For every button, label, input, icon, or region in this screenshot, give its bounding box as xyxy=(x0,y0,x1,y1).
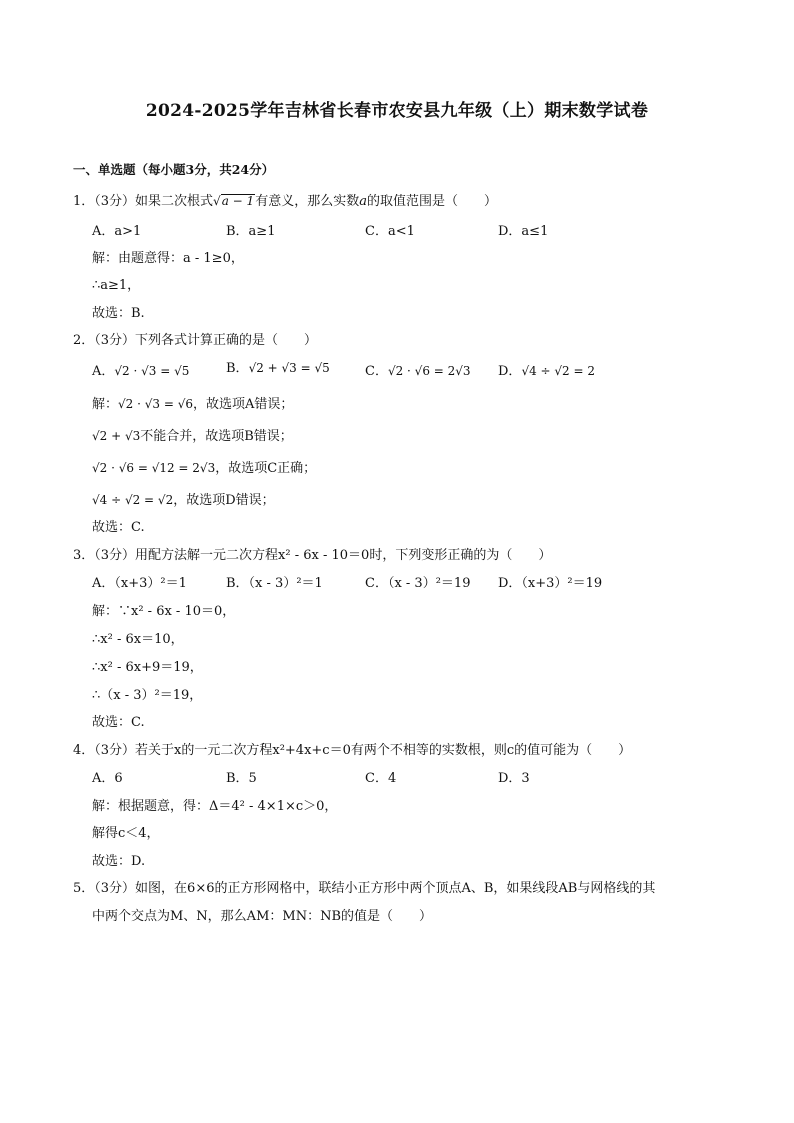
q2-option-c-label: C． xyxy=(365,364,388,379)
q1-option-c: C．a<1 xyxy=(365,224,415,239)
q4-option-b: B．5 xyxy=(226,771,257,786)
question-5-stem-line-2: 中两个交点为M、N，那么AM：MN：NB的值是（ ） xyxy=(92,909,432,924)
q3-solution-4: ∴（x - 3）²＝19， xyxy=(92,688,203,703)
q1-stem-c: 的取值范围是（ ） xyxy=(366,194,497,209)
q2-sol3-expr: √2 · √6 = √12 = 2√3 xyxy=(92,461,216,475)
q2-option-b-label: B． xyxy=(226,361,249,376)
q2-sol1-text: ，故选项A错误； xyxy=(193,397,294,412)
q4-solution-1: 解：根据题意，得：Δ＝4² - 4×1×c＞0， xyxy=(92,799,338,814)
q1-answer: 故选：B. xyxy=(92,306,145,321)
q4-solution-2: 解得c＜4， xyxy=(92,826,160,841)
q2-option-d-expr: √4 ÷ √2 = 2 xyxy=(521,364,596,378)
question-2-stem: 2．（3分）下列各式计算正确的是（ ） xyxy=(73,333,318,348)
q1-var: a xyxy=(359,194,367,209)
q4-option-c: C．4 xyxy=(365,771,397,786)
q3-solution-1: 解：∵x² - 6x - 10＝0， xyxy=(92,604,236,619)
page-title: 2024-2025学年吉林省长春市农安县九年级（上）期末数学试卷 xyxy=(145,101,649,121)
q2-solution-3 xyxy=(92,457,316,476)
q1-solution-2: ∴a≥1， xyxy=(92,278,141,293)
q2-option-c xyxy=(365,360,471,379)
q4-option-a: A．6 xyxy=(92,771,123,786)
q2-option-b-expr: √2 + √3 = √5 xyxy=(248,361,330,375)
q3-option-b: B．（x - 3）²＝1 xyxy=(226,576,323,591)
q2-option-b xyxy=(226,357,330,376)
q3-option-d: D．（x+3）²＝19 xyxy=(498,576,603,591)
q2-solution-4 xyxy=(92,489,275,508)
q1-radicand: a − 1 xyxy=(221,194,255,208)
question-4-stem: 4．（3分）若关于x的一元二次方程x²+4x+c＝0有两个不相等的实数根，则c的值可能为（ ） xyxy=(73,743,632,758)
question-3-stem: 3．（3分）用配方法解一元二次方程x² - 6x - 10＝0时，下列变形正确的为（ ） xyxy=(73,548,552,563)
q2-solution-2 xyxy=(92,425,293,444)
q1-radical: √a − 1 xyxy=(213,194,255,208)
q3-option-c: C．（x - 3）²＝19 xyxy=(365,576,471,591)
q2-option-d-label: D． xyxy=(498,364,522,379)
q1-stem-a: 1．（3分）如果二次根式 xyxy=(73,194,214,209)
q2-sol4-text: ，故选项D错误； xyxy=(173,493,275,508)
q4-option-d: D．3 xyxy=(498,771,530,786)
q3-answer: 故选：C. xyxy=(92,715,145,730)
q2-sol2-text: 不能合并，故选项B错误； xyxy=(140,429,293,444)
q2-option-a-label: A． xyxy=(92,364,115,379)
q1-option-d: D．a≤1 xyxy=(498,224,549,239)
q2-option-c-expr: √2 · √6 = 2√3 xyxy=(387,364,471,378)
q1-solution-1: 解：由题意得：a - 1≥0， xyxy=(92,251,244,266)
q1-stem-b: 有意义，那么实数 xyxy=(255,194,360,209)
q3-option-a: A．（x+3）²＝1 xyxy=(92,576,187,591)
q2-option-d xyxy=(498,360,595,379)
question-5-stem-line-1: 5．（3分）如图，在6×6的正方形网格中，联结小正方形中两个顶点A、B，如果线段AB与网格线的其 xyxy=(73,881,656,896)
q3-solution-3: ∴x² - 6x+9＝19， xyxy=(92,660,203,675)
q2-sol2-expr: √2 + √3 xyxy=(92,429,141,443)
q4-answer: 故选：D. xyxy=(92,854,146,869)
q2-sol3-text: ，故选项C正确； xyxy=(215,461,317,476)
q2-answer: 故选：C. xyxy=(92,520,145,535)
question-1-stem xyxy=(73,190,497,209)
q2-solution-1: 解：√2 · √3 = √6，故选项A错误； xyxy=(92,397,294,412)
q2-sol4-expr: √4 ÷ √2 = √2 xyxy=(92,493,174,507)
q3-solution-2: ∴x² - 6x＝10， xyxy=(92,632,184,647)
q2-option-a-expr: √2 · √3 = √5 xyxy=(114,364,190,378)
q1-option-b: B．a≥1 xyxy=(226,224,276,239)
q1-option-a: A．a>1 xyxy=(92,224,142,239)
q2-option-a xyxy=(92,360,189,379)
q2-sol1-expr: √2 · √3 = √6 xyxy=(118,397,193,411)
section-heading: 一、单选题（每小题3分，共24分） xyxy=(73,162,275,177)
